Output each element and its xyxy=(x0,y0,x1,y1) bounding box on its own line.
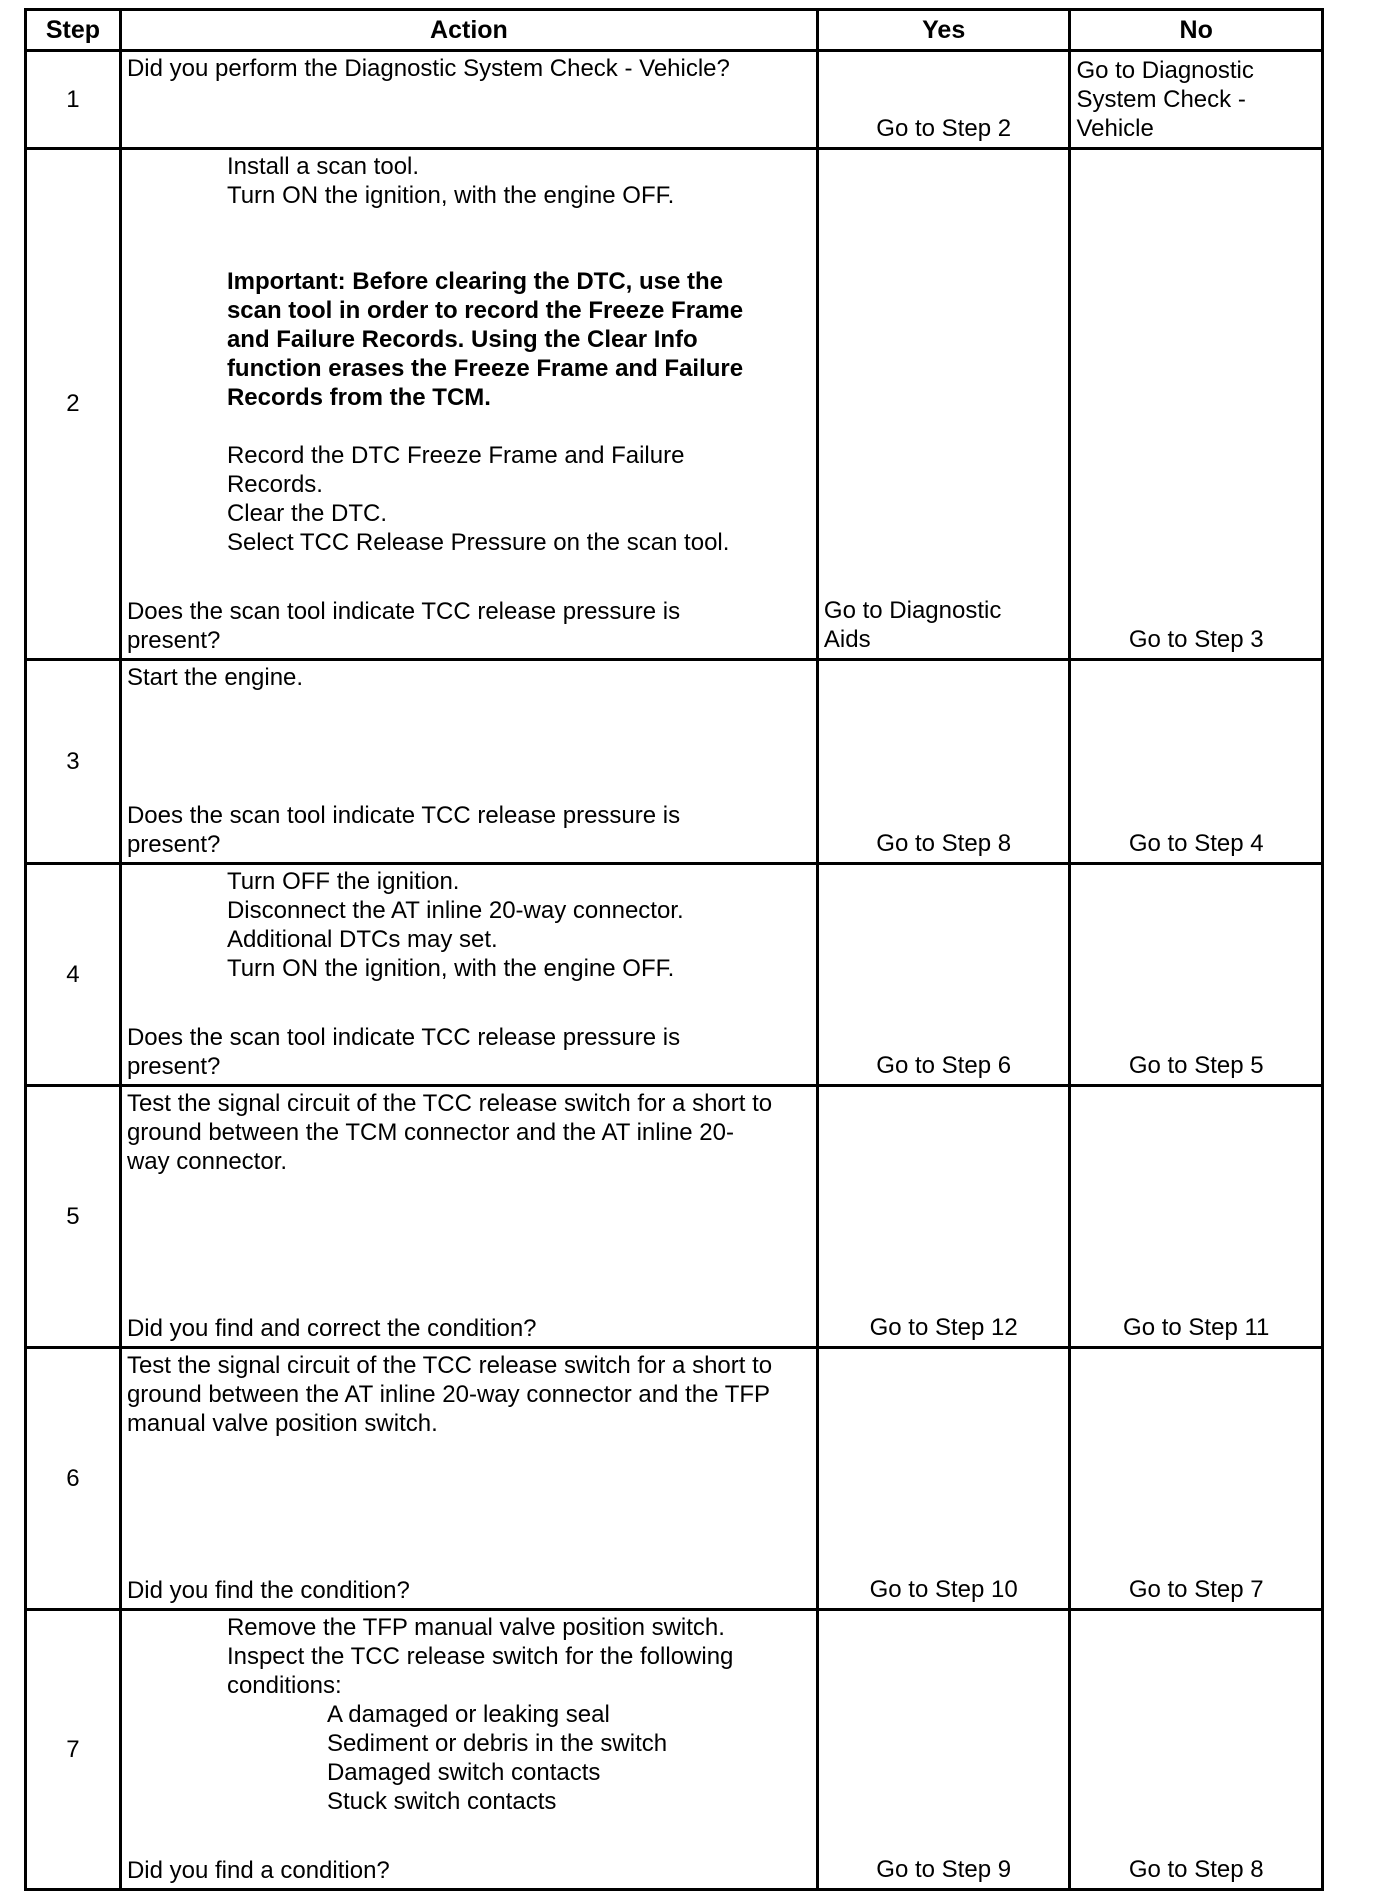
important-note: function erases the Freeze Frame and Failure xyxy=(226,355,744,382)
action-line: Additional DTCs may set. xyxy=(226,926,498,953)
header-yes: Yes xyxy=(817,10,1070,51)
no-cell xyxy=(1070,660,1323,864)
yes-link[interactable]: Go to Step 6 xyxy=(876,1052,1012,1079)
table-row xyxy=(26,149,1323,660)
action-line: Test the signal circuit of the TCC release switch for a short to xyxy=(126,1352,773,1379)
yes-link[interactable] xyxy=(824,596,1001,654)
table-row xyxy=(26,660,1323,864)
action-line: Record the DTC Freeze Frame and Failure xyxy=(226,442,685,469)
yes-cell xyxy=(817,864,1070,1086)
action-line: conditions: xyxy=(226,1672,342,1699)
yes-link[interactable]: Go to Step 9 xyxy=(876,1856,1012,1883)
action-line: Records. xyxy=(226,471,323,498)
action-question: Did you perform the Diagnostic System Check - Vehicle? xyxy=(126,55,730,82)
no-cell xyxy=(1070,1086,1323,1348)
action-question: Did you find and correct the condition? xyxy=(126,1315,537,1342)
yes-link[interactable]: Go to Step 12 xyxy=(869,1314,1018,1341)
action-subline: A damaged or leaking seal xyxy=(326,1701,610,1728)
important-note: Important: Before clearing the DTC, use the xyxy=(226,268,724,295)
step-number: 3 xyxy=(26,660,121,864)
important-note: and Failure Records. Using the Clear Info xyxy=(226,326,698,353)
action-line: Turn ON the ignition, with the engine OFF. xyxy=(226,955,675,982)
table-row xyxy=(26,1348,1323,1610)
action-question: present? xyxy=(126,627,221,654)
yes-cell xyxy=(817,1348,1070,1610)
action-line: way connector. xyxy=(126,1148,288,1175)
action-question: Does the scan tool indicate TCC release pressure is xyxy=(126,802,681,829)
no-link[interactable]: Go to Step 4 xyxy=(1128,830,1264,857)
action-line: ground between the AT inline 20-way connector and the TFP xyxy=(126,1381,771,1408)
action-cell xyxy=(120,1086,817,1348)
action-line: Remove the TFP manual valve position switch. xyxy=(226,1614,725,1641)
action-line: Install a scan tool. xyxy=(226,153,420,180)
action-line: manual valve position switch. xyxy=(126,1410,438,1437)
action-cell xyxy=(120,864,817,1086)
action-line: Disconnect the AT inline 20-way connector. xyxy=(226,897,684,924)
action-cell xyxy=(120,1348,817,1610)
step-number: 4 xyxy=(26,864,121,1086)
no-cell xyxy=(1070,51,1323,149)
action-question: present? xyxy=(126,831,221,858)
no-line: Go to Diagnostic xyxy=(1076,57,1254,84)
no-line: System Check - xyxy=(1076,86,1246,113)
action-question: Does the scan tool indicate TCC release pressure is xyxy=(126,1024,681,1051)
yes-cell xyxy=(817,51,1070,149)
yes-cell xyxy=(817,660,1070,864)
yes-line: Aids xyxy=(823,626,871,653)
yes-cell xyxy=(817,1610,1070,1890)
no-link[interactable]: Go to Step 3 xyxy=(1128,626,1264,653)
action-cell xyxy=(120,660,817,864)
action-subline: Sediment or debris in the switch xyxy=(326,1730,668,1757)
action-question: Does the scan tool indicate TCC release pressure is xyxy=(126,598,681,625)
yes-link[interactable]: Go to Step 8 xyxy=(876,830,1012,857)
yes-link[interactable]: Go to Step 2 xyxy=(876,115,1012,142)
important-note: Records from the TCM. xyxy=(226,384,491,411)
step-number: 1 xyxy=(26,51,121,149)
no-link[interactable]: Go to Step 8 xyxy=(1128,1856,1264,1883)
yes-link[interactable]: Go to Step 10 xyxy=(869,1576,1018,1603)
action-line: Select TCC Release Pressure on the scan tool. xyxy=(226,529,730,556)
action-line: Test the signal circuit of the TCC release switch for a short to xyxy=(126,1090,773,1117)
diagnostic-table xyxy=(24,8,1324,1891)
no-cell xyxy=(1070,864,1323,1086)
table-row xyxy=(26,864,1323,1086)
step-number: 7 xyxy=(26,1610,121,1890)
action-line: Start the engine. xyxy=(126,664,304,691)
action-cell xyxy=(120,1610,817,1890)
no-link[interactable] xyxy=(1076,56,1253,143)
action-line: Turn ON the ignition, with the engine OFF. xyxy=(226,182,675,209)
table-row xyxy=(26,1610,1323,1890)
header-no: No xyxy=(1070,10,1323,51)
no-line: Vehicle xyxy=(1076,115,1154,142)
header-row xyxy=(26,10,1323,51)
no-link[interactable]: Go to Step 11 xyxy=(1123,1314,1270,1341)
step-number: 5 xyxy=(26,1086,121,1348)
yes-cell xyxy=(817,149,1070,660)
yes-line: Go to Diagnostic xyxy=(823,597,1002,624)
action-line: Turn OFF the ignition. xyxy=(226,868,460,895)
action-question: Did you find a condition? xyxy=(126,1857,390,1884)
no-cell xyxy=(1070,1348,1323,1610)
table-row xyxy=(26,1086,1323,1348)
action-line: Clear the DTC. xyxy=(226,500,387,527)
no-cell xyxy=(1070,149,1323,660)
important-note: scan tool in order to record the Freeze Frame xyxy=(226,297,744,324)
action-question: Did you find the condition? xyxy=(126,1577,410,1604)
header-action: Action xyxy=(120,10,817,51)
action-cell xyxy=(120,51,817,149)
table-row xyxy=(26,51,1323,149)
action-line: Inspect the TCC release switch for the following xyxy=(226,1643,734,1670)
step-number: 2 xyxy=(26,149,121,660)
no-cell xyxy=(1070,1610,1323,1890)
step-number: 6 xyxy=(26,1348,121,1610)
action-line: ground between the TCM connector and the AT inline 20- xyxy=(126,1119,734,1146)
no-link[interactable]: Go to Step 5 xyxy=(1128,1052,1264,1079)
action-cell xyxy=(120,149,817,660)
action-subline: Damaged switch contacts xyxy=(326,1759,601,1786)
header-step: Step xyxy=(26,10,121,51)
yes-cell xyxy=(817,1086,1070,1348)
no-link[interactable]: Go to Step 7 xyxy=(1128,1576,1264,1603)
action-question: present? xyxy=(126,1053,221,1080)
action-subline: Stuck switch contacts xyxy=(326,1788,557,1815)
